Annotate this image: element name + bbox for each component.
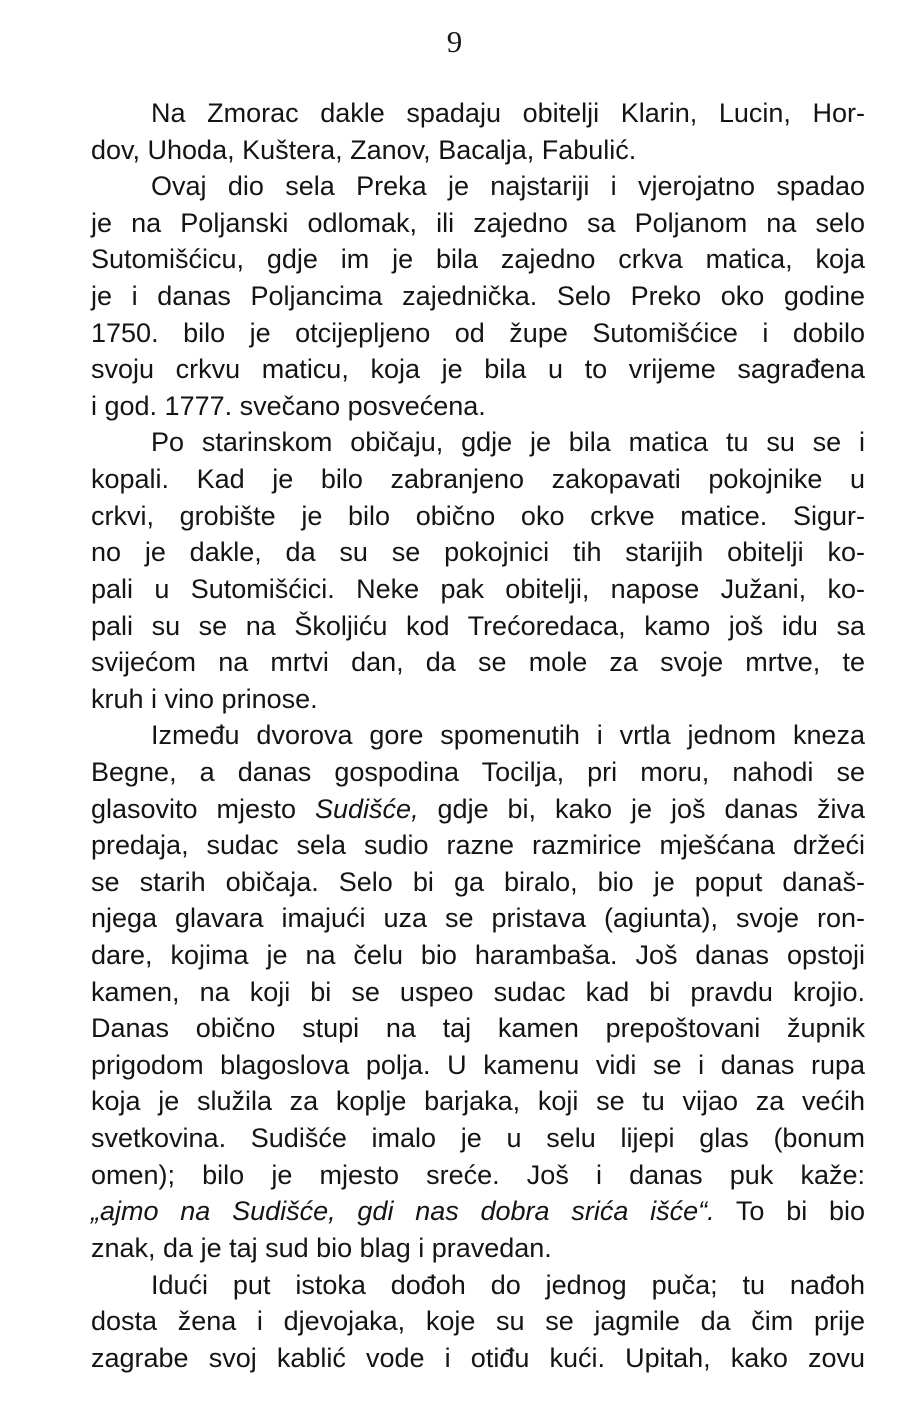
text-line: Danas obično stupi na taj kamen prepoštovani župnik	[91, 1013, 865, 1044]
text-line: koja je služila za koplje barjaka, koji se tu vijao za većih	[91, 1086, 865, 1117]
text-line: Po starinskom običaju, gdje je bila matica tu su se i	[151, 427, 865, 458]
text-line: kopali. Kad je bilo zabranjeno zakopavati pokojnike u	[91, 464, 865, 495]
text-line	[91, 791, 865, 828]
page-number: 9	[446, 24, 463, 59]
text-line: dov, Uhoda, Kuštera, Zanov, Bacalja, Fabulić.	[91, 134, 637, 165]
text-line: kruh i vino prinose.	[91, 683, 318, 714]
text-segment: gdje bi, kako je još danas živa	[418, 793, 866, 824]
text-segment: glasovito mjesto	[91, 793, 316, 824]
text-line: Na Zmorac dakle spadaju obitelji Klarin, Lucin, Hor-	[151, 98, 865, 128]
text-line: Sutomišćicu, gdje im je bila zajedno crkva matica, koja	[91, 244, 865, 275]
text-line: dosta žena i djevojaka, koje su se jagmile da čim prije	[91, 1306, 865, 1337]
text-line: Između dvorova gore spomenutih i vrtla jednom kneza	[151, 720, 865, 751]
text-segment: To bi bio	[714, 1196, 866, 1227]
text-line: svetkovina. Sudišće imalo je u selu lijepi glas (bonum	[91, 1123, 865, 1154]
italic-text: Sudišće,	[315, 793, 419, 824]
text-line: njega glavara imajući uza se pristava (agiunta), svoje ron-	[91, 903, 865, 934]
text-line: dare, kojima je na čelu bio harambaša. Još danas opstoji	[91, 940, 865, 971]
text-line: i god. 1777. svečano posvećena.	[91, 390, 486, 421]
text-line: crkvi, grobište je bilo obično oko crkve matice. Sigur-	[91, 500, 865, 531]
text-line: prigodom blagoslova polja. U kamenu vidi se i danas rupa	[91, 1049, 865, 1080]
text-line: Idući put istoka dođoh do jednog puča; tu nađoh	[151, 1269, 865, 1300]
text-line: je na Poljanski odlomak, ili zajedno sa Poljanom na selo	[91, 207, 865, 238]
text-line: svijećom na mrtvi dan, da se mole za svoje mrtve, te	[91, 647, 865, 678]
text-line: omen); bilo je mjesto sreće. Još i danas puk kaže:	[91, 1159, 865, 1190]
text-line: svoju crkvu maticu, koja je bila u to vrijeme sagrađena	[91, 354, 865, 385]
body-text	[91, 95, 865, 1376]
text-line: kamen, na koji bi se uspeo sudac kad bi pravdu krojio.	[91, 976, 865, 1007]
text-line: Begne, a danas gospodina Tocilja, pri moru, nahodi se	[91, 756, 865, 787]
italic-text: „ajmo na Sudišće, gdi nas dobra srića išće“.	[91, 1196, 715, 1227]
text-line: predaja, sudac sela sudio razne razmirice mješćana držeći	[91, 830, 865, 861]
text-line: no je dakle, da su se pokojnici tih starijih obitelji ko-	[91, 537, 865, 568]
text-line: je i danas Poljancima zajednička. Selo Preko oko godine	[91, 281, 865, 312]
text-line: znak, da je taj sud bio blag i pravedan.	[91, 1232, 552, 1263]
text-line: zagrabe svoj kablić vode i otiđu kući. Upitah, kako zovu	[91, 1342, 865, 1373]
text-line	[91, 1193, 865, 1230]
text-line: pali u Sutomišćici. Neke pak obitelji, napose Južani, ko-	[91, 573, 865, 604]
text-line: Ovaj dio sela Preka je najstariji i vjerojatno spadao	[151, 171, 865, 202]
text-line: pali su se na Školjiću kod Trećoredaca, kamo još idu sa	[91, 610, 865, 641]
text-line: se starih običaja. Selo bi ga biralo, bio je poput današ-	[91, 866, 865, 897]
text-line: 1750. bilo je otcijepljeno od župe Sutomišćice i dobilo	[91, 317, 865, 348]
